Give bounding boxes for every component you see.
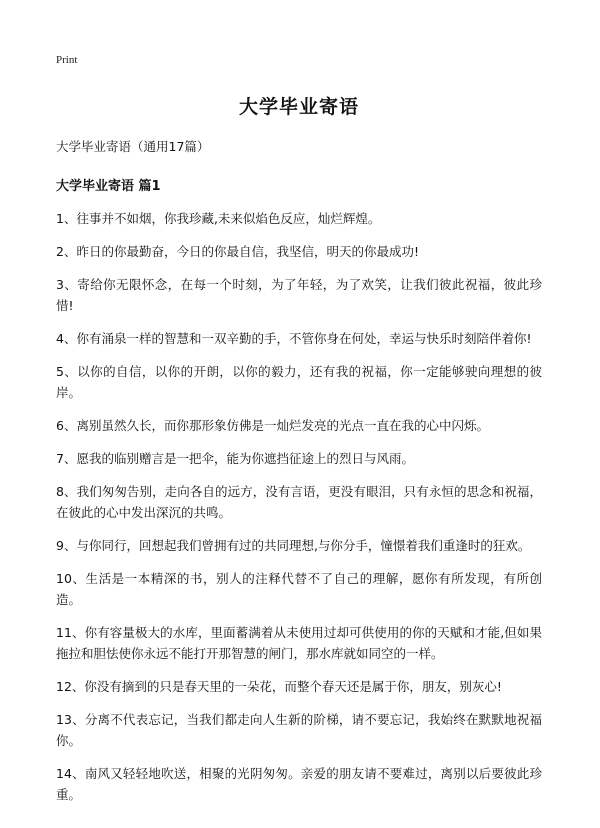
print-link[interactable]: Print bbox=[56, 54, 78, 66]
document-title: 大学毕业寄语 bbox=[238, 96, 359, 118]
paragraph: 1、往事并不如烟，你我珍藏,未来似焰色反应，灿烂辉煌。 bbox=[56, 211, 381, 226]
paragraph: 8、我们匆匆告别，走向各自的远方，没有言语，更没有眼泪，只有永恒的思念和祝福，在彼此的心中发出深沉的共鸣。 bbox=[56, 484, 542, 520]
paragraph: 6、离别虽然久长，而你那形象仿佛是一灿烂发亮的光点一直在我的心中闪烁。 bbox=[56, 418, 489, 433]
paragraph: 10、生活是一本精深的书，别人的注释代替不了自己的理解，愿你有所发现，有所创造。 bbox=[56, 571, 542, 607]
paragraph-list bbox=[56, 208, 542, 805]
paragraph: 12、你没有摘到的只是春天里的一朵花，而整个春天还是属于你，朋友，别灰心! bbox=[56, 679, 502, 694]
section-heading: 大学毕业寄语 篇1 bbox=[56, 179, 161, 194]
paragraph: 13、分离不代表忘记，当我们都走向人生新的阶梯，请不要忘记，我始终在默默地祝福你。 bbox=[56, 712, 542, 748]
paragraph: 2、昨日的你最勤奋，今日的你最自信，我坚信，明天的你最成功! bbox=[56, 244, 419, 259]
paragraph: 9、与你同行，回想起我们曾拥有过的共同理想,与你分手，憧憬着我们重逢时的狂欢。 bbox=[56, 538, 531, 553]
paragraph: 7、愿我的临别赠言是一把伞，能为你遮挡征途上的烈日与风雨。 bbox=[56, 451, 414, 466]
paragraph: 5、以你的自信，以你的开朗，以你的毅力，还有我的祝福，你一定能够驶向理想的彼岸。 bbox=[56, 364, 542, 400]
paragraph: 4、你有涌泉一样的智慧和一双辛勤的手，不管你身在何处，幸运与快乐时刻陪伴着你! bbox=[56, 331, 532, 346]
paragraph: 14、南风又轻轻地吹送，相聚的光阴匆匆。亲爱的朋友请不要难过，离别以后要彼此珍重。 bbox=[56, 766, 542, 802]
paragraph: 11、你有容量极大的水库，里面蓄满着从未使用过却可供使用的你的天赋和才能,但如果拖拉和胆怯使你永远不能打开那智慧的闸门，那水库就如同空的一样。 bbox=[56, 625, 542, 661]
paragraph: 3、寄给你无限怀念，在每一个时刻，为了年轻，为了欢笑，让我们彼此祝福，彼此珍惜! bbox=[56, 277, 542, 313]
document-subtitle: 大学毕业寄语（通用17篇） bbox=[56, 139, 210, 154]
